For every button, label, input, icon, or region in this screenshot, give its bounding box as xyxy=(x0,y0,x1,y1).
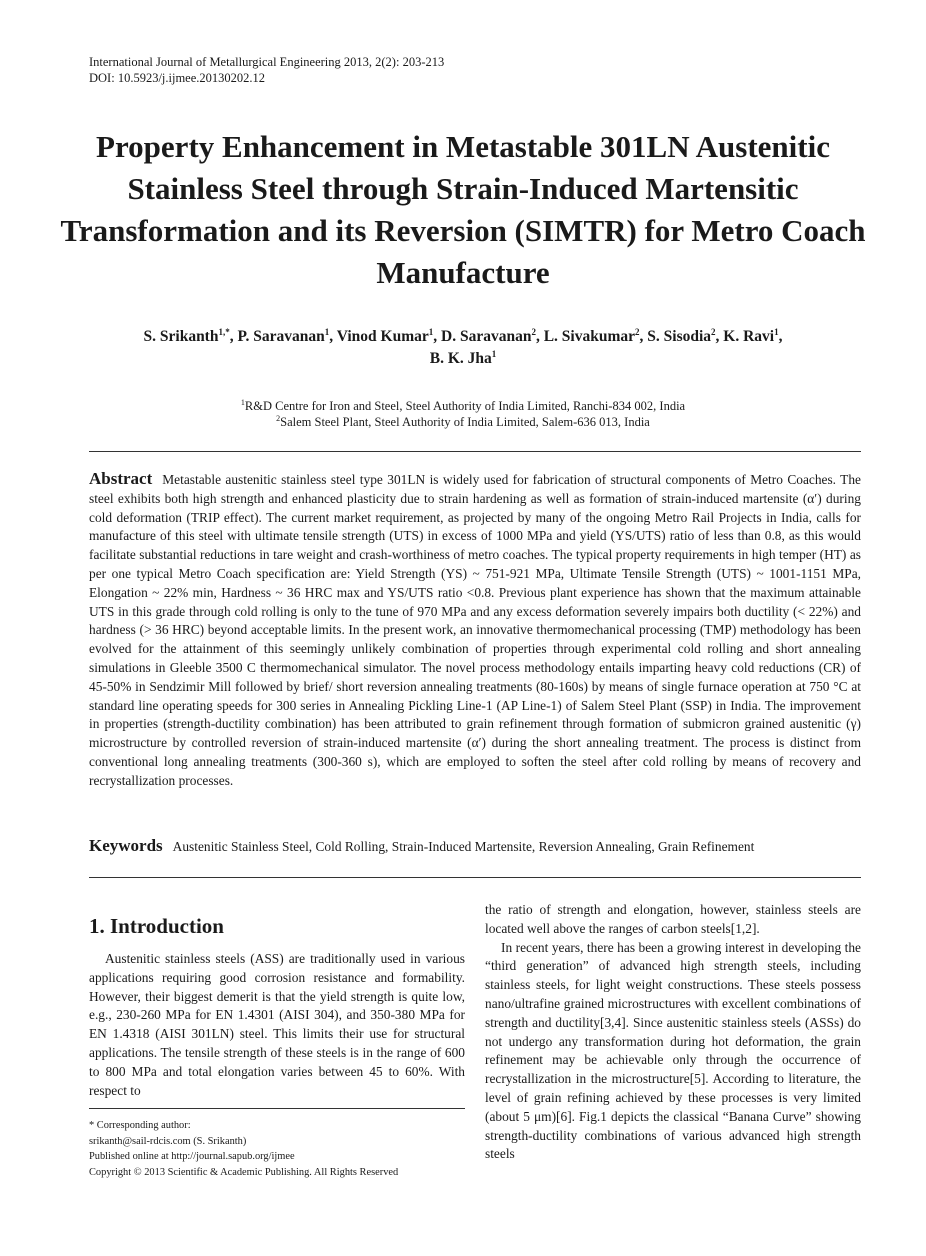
journal-citation: International Journal of Metallurgical Engineering 2013, 2(2): 203-213 xyxy=(89,55,445,69)
author: S. Sisodia$^2$ xyxy=(647,326,716,345)
column-right xyxy=(485,901,861,1164)
affiliation: $^1$R&D Centre for Iron and Steel, Steel Authority of India Limited, Ranchi-834 002, India xyxy=(240,397,686,413)
section-heading: 1. Introduction xyxy=(89,914,224,938)
keywords xyxy=(89,836,861,857)
keywords-text: Austenitic Stainless Steel, Cold Rolling, Strain-Induced Martensite, Reversion Annealing, Grain Refinement xyxy=(172,839,755,854)
paper-title: Property Enhancement in Metastable 301LN Austenitic Stainless Steel through Strain-Induced Martensitic Transformation and its Reversion (SIMTR) for Metro Coach Manufacture xyxy=(60,129,866,290)
author: S. Srikanth$^{1,*}$ xyxy=(143,326,230,345)
abstract-text: Metastable austenitic stainless steel type 301LN is widely used for fabrication of structural components of Metro Coaches. The steel exhibits both high strength and enhanced plasticity due to strain hardening as well as formation of strain-induced martensite (α′) during cold deformation (TRIP effect). The current market requirement, as projected by many of the ongoing Metro Rail Projects in India, calls for manufacture of this steel with ultimate tensile strength (UTS) in excess of 1000 MPa and yield (YS/UTS) ratio of less than 0.8, as this would facilitate substantial reductions in tare weight and crash-worthiness of metro coaches. The typical property requirements in high temper (HT) as per one typical Metro Coach specification are: Yield Strength (YS) ~ 751-921 MPa, Ultimate Tensile Strength (UTS) ~ 1001-1151 MPa, Elongation ~ 22% min, Hardness ~ 36 HRC max and YS/UTS ratio <0.8. Previous plant experience has shown that the maximum attainable UTS in this grade through cold rolling is only to the tune of 970 MPa and any excess deformation severely impairs both ductility (< 22%) and hardness (> 36 HRC) beyond acceptable limits. In the present work, an innovative thermomechanical processing (TMP) methodology has been evolved for the attainment of this seemingly unlikely combination of properties through experimental cold rolling and short annealing simulations in Gleeble 3500 C thermomechanical simulator. The novel process methodology entails imparting heavy cold reductions (CR) of 45-50% in Sendzimir Mill followed by brief/ short reversion annealing treatments (80-160s) by means of single furnace operation at 750 °C at standard line operating speeds for 300 series in Annealing Pickling Line-1 (AP Line-1) of Salem Steel Plant (SSP) in India. The improvement in properties (strength-ductility combination) has been attributed to grain refinement through formation of submicron grained austenitic (γ) microstructure by controlled reversion of strain-induced martensite (α′) during the short annealing treatment. The process is distinct from conventional long annealing treatments (300-360 s), which are employed to soften the steel after cold rolling by means of recovery and recrystallization processes. xyxy=(89,472,861,788)
divider xyxy=(89,877,861,878)
author-list: S. Srikanth$^{1,*}$, P. Saravanan$^1$, Vinod Kumar$^1$, D. Saravanan$^2$, L. Sivakumar$^2$, S. Sisodia$^2$, K. Ravi$^1$, B. K. Jha$^1$ xyxy=(143,326,783,367)
paragraph: In recent years, there has been a growing interest in developing the “third generation” of advanced high strength steels, including stainless steels, for light weight constructions. These steels possess nano/ultrafine grained microstructures with excellent combinations of strength and ductility[3,4]. Since austenitic stainless steels (ASSs) do not undergo any transformation during hot deformation, the grain refinement may be achievable only through the occurrence of recrystallization in the microstructure[5]. According to literature, the level of grain refining achieved by these processes is very limited (about 5 μm)[6]. Fig.1 depicts the classical “Banana Curve” showing strength-ductility combinations of various advanced high strength steels xyxy=(485,939,861,1162)
affiliation: $^2$Salem Steel Plant, Steel Authority of India Limited, Salem-636 013, India xyxy=(276,413,650,429)
abstract-label: Abstract xyxy=(89,469,153,488)
author: L. Sivakumar$^2$ xyxy=(543,326,640,345)
footnote xyxy=(89,1118,398,1180)
author: P. Saravanan$^1$ xyxy=(237,326,330,345)
author: Vinod Kumar$^1$ xyxy=(336,326,434,345)
author: D. Saravanan$^2$ xyxy=(441,326,536,345)
footnote-divider xyxy=(89,1108,465,1109)
corresponding-author-label: * Corresponding author: xyxy=(89,1120,191,1131)
copyright: Copyright © 2013 Scientific & Academic Publishing. All Rights Reserved xyxy=(89,1166,399,1178)
journal-doi: DOI: 10.5923/j.ijmee.20130202.12 xyxy=(89,71,266,85)
column-left xyxy=(89,950,465,1100)
author-email: srikanth@sail-rdcis.com (S. Srikanth) xyxy=(89,1135,247,1147)
journal-header xyxy=(89,54,444,86)
affiliations xyxy=(60,398,866,430)
abstract xyxy=(89,470,861,791)
author: B. K. Jha$^1$ xyxy=(429,348,497,367)
paragraph: Austenitic stainless steels (ASS) are traditionally used in various applications requiring good corrosion resistance and formability. However, their biggest demerit is that the yield strength is quite low, e.g., 230-260 MPa for EN 1.4301 (AISI 304), and 350-380 MPa for EN 1.4318 (AISI 301LN) steel. This limits their use for structural applications. The tensile strength of these steels is in the range of 600 to 800 MPa and total elongation varies between 45 to 60%. With respect to xyxy=(89,951,465,1098)
divider xyxy=(89,451,861,452)
paragraph: the ratio of strength and elongation, however, stainless steels are located well above the ranges of carbon steels[1,2]. xyxy=(485,902,861,936)
keywords-label: Keywords xyxy=(89,836,163,855)
published-online: Published online at http://journal.sapub.org/ijmee xyxy=(89,1151,295,1162)
author: K. Ravi$^1$ xyxy=(723,326,779,345)
